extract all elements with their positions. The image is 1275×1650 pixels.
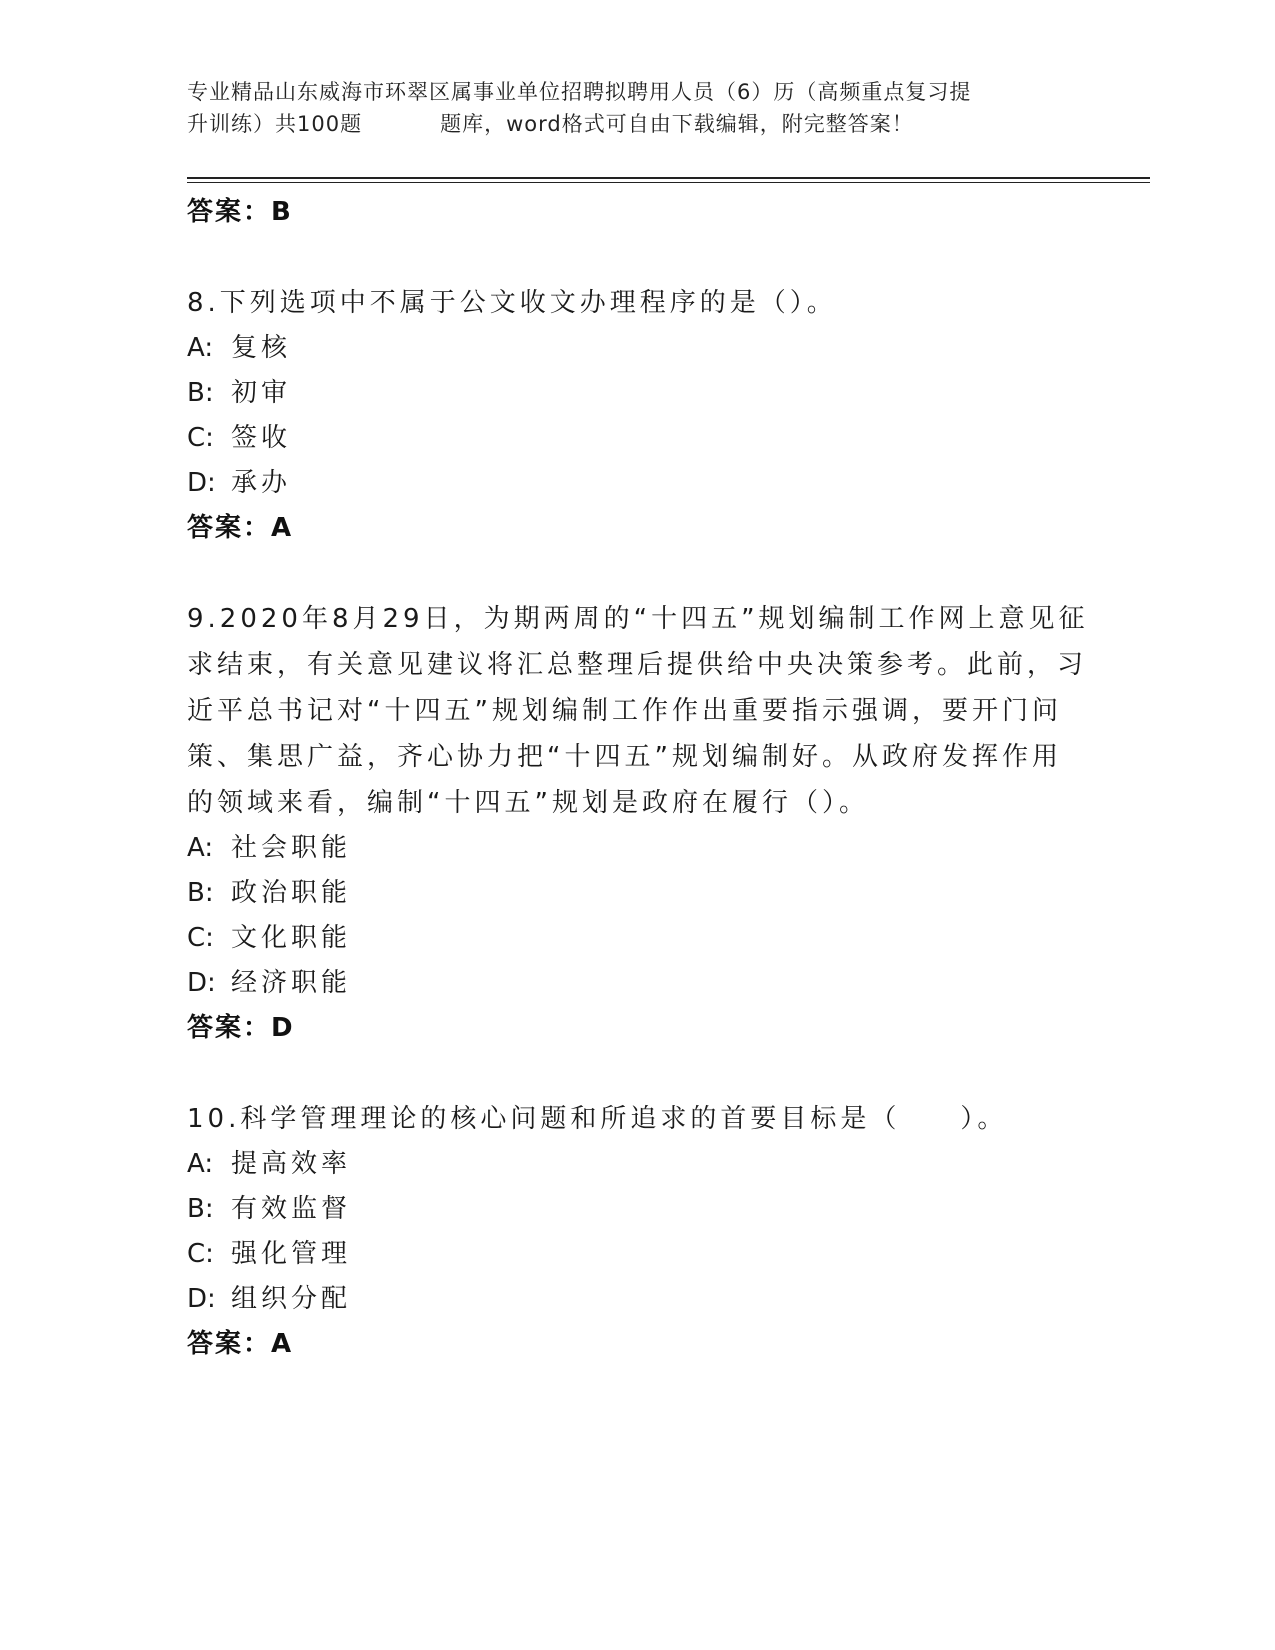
option-key: D: (187, 968, 216, 998)
option-key: D: (187, 1284, 216, 1314)
option-key: C: (187, 923, 214, 953)
option-c (187, 916, 1087, 961)
question-10 (187, 1096, 1087, 1366)
option-key: B: (187, 878, 214, 908)
header-title-line-1: 专业精品山东威海市环翠区属事业单位招聘拟聘用人员（6）历（高频重点复习提 (187, 80, 972, 104)
page-header (187, 76, 1087, 140)
header-title-line-2-part-a: 升训练）共100题 (187, 112, 363, 136)
option-key: C: (187, 1239, 214, 1269)
question-9 (187, 596, 1087, 1050)
answer-label: 答案：A (187, 1329, 294, 1359)
option-d (187, 461, 1087, 506)
option-text: 签收 (231, 423, 292, 453)
option-a (187, 1142, 1087, 1187)
option-b (187, 871, 1087, 916)
question-text-line: 策、集思广益，齐心协力把“十四五”规划编制好。从政府发挥作用 (187, 742, 1062, 772)
option-text: 承办 (231, 468, 292, 498)
option-b (187, 371, 1087, 416)
option-text: 组织分配 (231, 1284, 352, 1314)
option-text: 提高效率 (231, 1149, 352, 1179)
option-text: 复核 (231, 333, 292, 363)
option-text: 政治职能 (231, 878, 352, 908)
question-8 (187, 280, 1087, 550)
option-key: B: (187, 378, 214, 408)
answer-label: 答案：A (187, 513, 294, 543)
option-text: 初审 (231, 378, 292, 408)
previous-question-answer: 答案：B (187, 197, 293, 227)
option-a (187, 326, 1087, 371)
option-key: A: (187, 833, 214, 863)
header-divider-thick (187, 177, 1150, 179)
header-title-line-2-part-b: 题库，word格式可自由下载编辑，附完整答案！ (440, 112, 914, 136)
header-divider-thin (187, 182, 1150, 183)
option-d (187, 961, 1087, 1006)
question-text-line: 9.2020年8月29日，为期两周的“十四五”规划编制工作网上意见征 (187, 604, 1089, 634)
option-key: C: (187, 423, 214, 453)
option-c (187, 416, 1087, 461)
option-b (187, 1187, 1087, 1232)
answer-label: 答案：D (187, 1013, 295, 1043)
question-text-line: 求结束，有关意见建议将汇总整理后提供给中央决策参考。此前，习 (187, 650, 1088, 680)
question-list (187, 190, 1087, 1366)
question-text: 8.下列选项中不属于公文收文办理程序的是（）。 (187, 288, 837, 318)
option-d (187, 1277, 1087, 1322)
option-text: 文化职能 (231, 923, 352, 953)
option-key: A: (187, 1149, 214, 1179)
option-text: 有效监督 (231, 1194, 352, 1224)
question-text-line: 近平总书记对“十四五”规划编制工作作出重要指示强调，要开门问 (187, 696, 1062, 726)
option-text: 社会职能 (231, 833, 352, 863)
option-a (187, 826, 1087, 871)
option-key: A: (187, 333, 214, 363)
question-text-line: 的领域来看，编制“十四五”规划是政府在履行（）。 (187, 788, 869, 818)
option-text: 强化管理 (231, 1239, 352, 1269)
option-key: B: (187, 1194, 214, 1224)
header-title-line-2 (187, 108, 1087, 140)
option-text: 经济职能 (231, 968, 352, 998)
option-key: D: (187, 468, 216, 498)
option-c (187, 1232, 1087, 1277)
question-text: 10.科学管理理论的核心问题和所追求的首要目标是（ ）。 (187, 1104, 1008, 1134)
